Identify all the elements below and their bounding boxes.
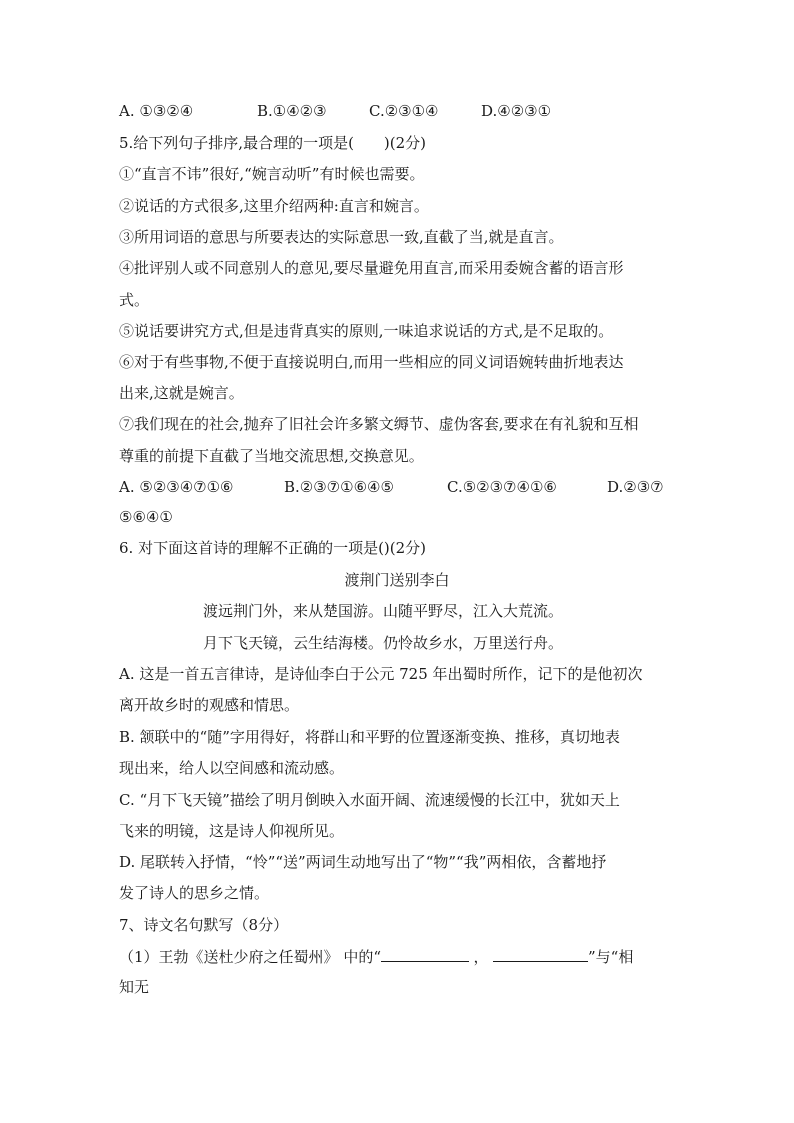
q6-option-c-line2: 飞来的明镜，这是诗人仰视所见。 (119, 822, 345, 840)
q5-sentence-7-line2: 尊重的前提下直截了当地交流思想,交换意见。 (119, 447, 424, 465)
q4-option-c: C.②③①④ (369, 102, 439, 120)
q4-option-b: B.①④②③ (257, 102, 327, 120)
poem-line-2: 月下飞天镜，云生结海楼。仍怜故乡水，万里送行舟。 (203, 634, 564, 652)
q5-option-d: D.②③⑦ (607, 478, 664, 496)
q6-option-c-line1: C. “月下飞天镜”描绘了明月倒映入水面开阔、流速缓慢的长江中，犹如天上 (119, 791, 620, 809)
q5-stem: 5.给下列句子排序,最合理的一项是( )(2分) (119, 134, 427, 152)
q5-option-a: A. ⑤②③④⑦①⑥ (119, 478, 234, 496)
q6-option-b-line2: 现出来，给人以空间感和流动感。 (119, 759, 345, 777)
q5-sentence-3: ③所用词语的意思与所要表达的实际意思一致,直截了当,就是直言。 (119, 228, 564, 246)
q7-stem: 7、诗文名句默写（8分） (119, 916, 289, 934)
answer-blank-1[interactable] (381, 946, 469, 962)
q5-sentence-5: ⑤说话要讲究方式,但是违背真实的原则,一味追求说话的方式,是不足取的。 (119, 322, 614, 340)
q7-part1-comma: ， (473, 948, 489, 966)
q5-sentence-1: ①“直言不讳”很好,“婉言动听”有时候也需要。 (119, 165, 425, 183)
q4-option-d: D.④②③① (481, 102, 552, 120)
q5-option-c: C.⑤②③⑦④①⑥ (447, 478, 557, 496)
q5-options-row (119, 477, 664, 497)
q6-option-a-line1: A. 这是一首五言律诗，是诗仙李白于公元 725 年出蜀时所作，记下的是他初次 (119, 665, 643, 683)
q7-part1-suffix: ”与“相 (587, 948, 634, 966)
q6-option-b-line1: B. 颔联中的“随”字用得好，将群山和平野的位置逐渐变换、推移，真切地表 (119, 728, 620, 746)
q6-stem: 6. 对下面这首诗的理解不正确的一项是()(2分) (119, 539, 427, 557)
poem-line-1: 渡远荆门外，来从楚国游。山随平野尽，江入大荒流。 (203, 602, 564, 620)
q6-option-d-line2: 发了诗人的思乡之情。 (119, 884, 270, 902)
q7-part1-line1 (119, 946, 633, 967)
q7-part1-line2: 知无 (119, 978, 150, 996)
q5-sentence-4-line1: ④批评别人或不同意别人的意见,要尽量避免用直言,而采用委婉含蓄的语言形 (119, 259, 624, 277)
poem-title: 渡荆门送别李白 (344, 571, 450, 589)
q5-sentence-6-line1: ⑥对于有些事物,不便于直接说明白,而用一些相应的同义词语婉转曲折地表达 (119, 353, 624, 371)
q5-sentence-2: ②说话的方式很多,这里介绍两种:直言和婉言。 (119, 197, 429, 215)
q5-sentence-7-line1: ⑦我们现在的社会,抛弃了旧社会许多繁文缛节、虚伪客套,要求在有礼貌和互相 (119, 415, 639, 433)
q7-part1-prefix: （1）王勃《送杜少府之任蜀州》 中的“ (119, 948, 381, 966)
q4-option-a: A. ①③②④ (119, 102, 194, 120)
q6-option-a-line2: 离开故乡时的观感和情思。 (119, 696, 300, 714)
q5-sentence-6-line2: 出来,这就是婉言。 (119, 384, 244, 402)
q5-option-b: B.②③⑦①⑥④⑤ (284, 478, 394, 496)
q5-option-d-continued: ⑤⑥④① (119, 508, 173, 526)
q5-sentence-4-line2: 式。 (119, 291, 150, 309)
q6-option-d-line1: D. 尾联转入抒情，“怜”“送”两词生动地写出了“物”“我”两相依，含蓄地抒 (119, 853, 607, 871)
answer-blank-2[interactable] (493, 946, 588, 962)
q4-options-row (119, 101, 551, 121)
